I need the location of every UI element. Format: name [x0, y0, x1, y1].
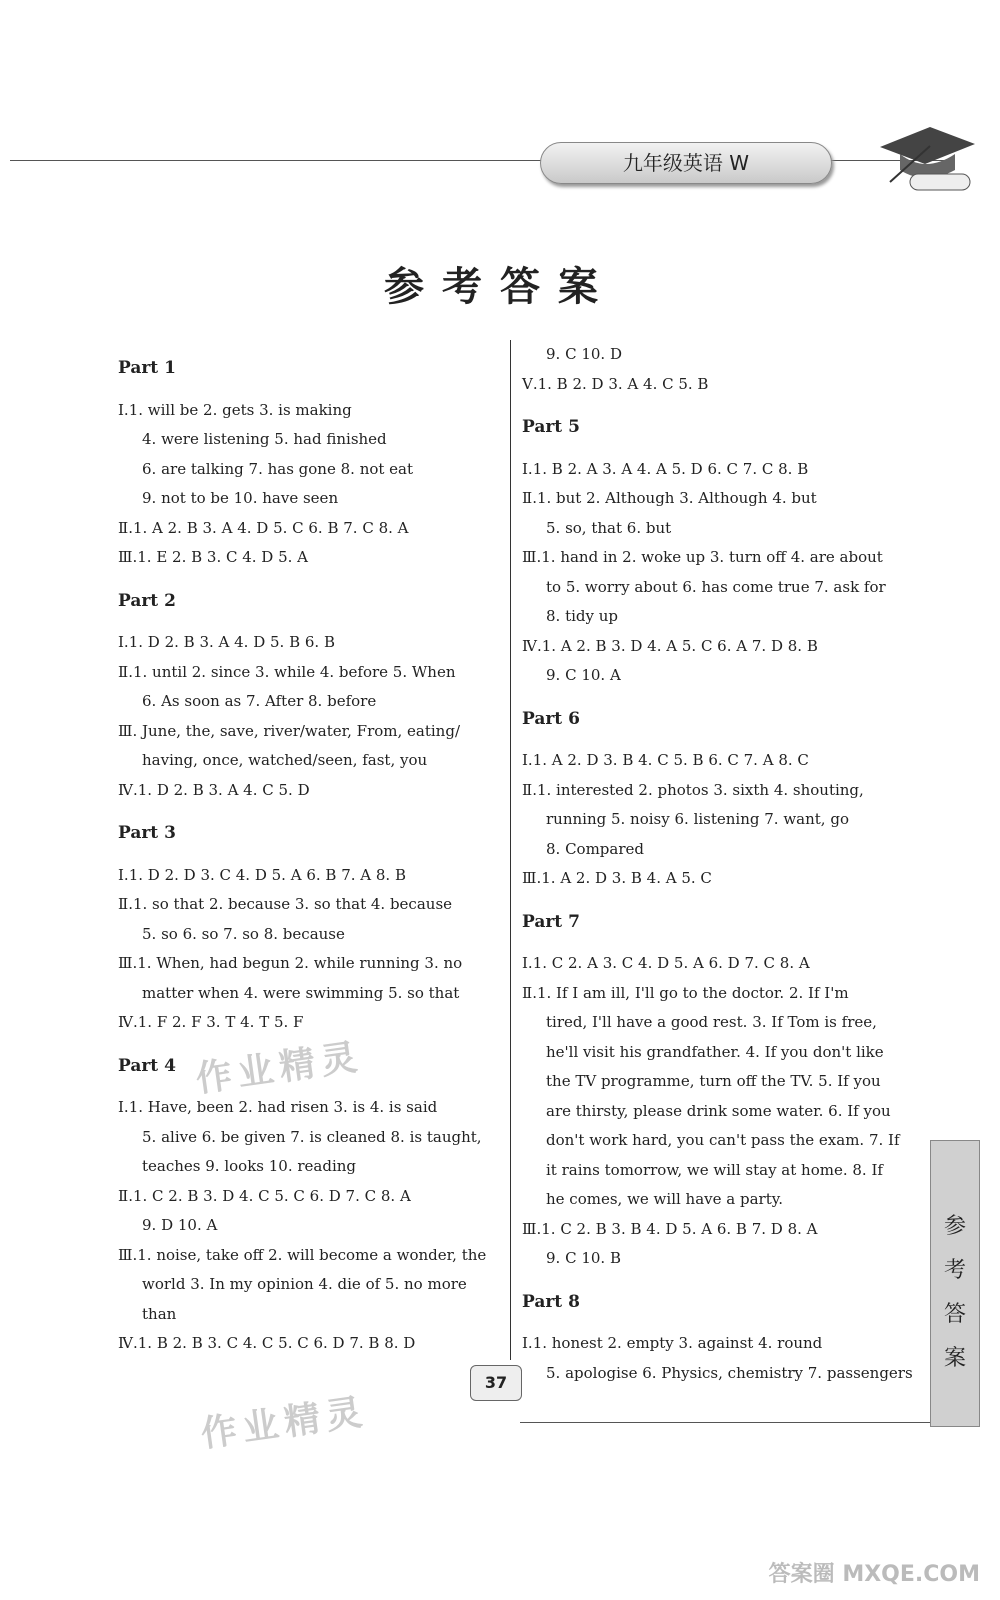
answer-line: Ⅳ.1. A 2. B 3. D 4. A 5. C 6. A 7. D 8. B — [522, 636, 818, 655]
answer-line: Ⅲ.1. A 2. D 3. B 4. A 5. C — [522, 869, 712, 887]
answer-line: Ⅲ. June, the, save, river/water, From, eating/ — [118, 721, 460, 740]
answer-line: Ⅰ.1. B 2. A 3. A 4. A 5. D 6. C 7. C 8. B — [522, 459, 809, 478]
right-column — [522, 340, 913, 1388]
answer-line: having, once, watched/seen, fast, you — [142, 751, 428, 769]
answer-line: Ⅱ.1. interested 2. photos 3. sixth 4. shouting, — [522, 780, 864, 799]
side-tab-label: 参考答案 — [943, 1214, 966, 1371]
part-heading: Part 6 — [522, 708, 580, 729]
answer-line: teaches 9. looks 10. reading — [142, 1157, 357, 1175]
answer-line: are thirsty, please drink some water. 6. If you — [546, 1101, 891, 1120]
graduation-cap-icon — [870, 112, 980, 212]
answer-line: Ⅳ.1. D 2. B 3. A 4. C 5. D — [118, 780, 310, 799]
answer-line: 5. alive 6. be given 7. is cleaned 8. is taught, — [142, 1127, 482, 1146]
corner-watermark: 答案圈 MXQE.COM — [768, 1562, 980, 1587]
answer-line: Ⅲ.1. C 2. B 3. B 4. D 5. A 6. B 7. D 8. A — [522, 1219, 818, 1238]
watermark: 作业精灵 — [193, 1036, 366, 1101]
answer-line: Ⅰ.1. honest 2. empty 3. against 4. round — [522, 1334, 823, 1352]
answer-line: 9. C 10. D — [546, 345, 622, 363]
answer-line: 9. D 10. A — [142, 1216, 218, 1234]
page-title: 参考答案 — [384, 264, 616, 310]
answer-line: Ⅲ.1. noise, take off 2. will become a wonder, the — [118, 1245, 487, 1264]
answer-line: than — [142, 1304, 177, 1323]
answer-line: 9. C 10. A — [546, 666, 621, 684]
answer-line: Ⅰ.1. D 2. B 3. A 4. D 5. B 6. B — [118, 633, 335, 651]
footer-rule — [520, 1422, 930, 1423]
answer-line: Ⅱ.1. C 2. B 3. D 4. C 5. C 6. D 7. C 8. A — [118, 1186, 411, 1205]
answer-line: tired, I'll have a good rest. 3. If Tom is free, — [546, 1013, 877, 1031]
answer-line: Ⅳ.1. F 2. F 3. T 4. T 5. F — [118, 1013, 304, 1031]
part-heading: Part 5 — [522, 417, 580, 437]
part-heading: Part 4 — [118, 1055, 176, 1076]
answer-line: 9. C 10. B — [546, 1249, 621, 1267]
answer-line: 6. As soon as 7. After 8. before — [142, 692, 377, 710]
column-divider — [510, 340, 511, 1360]
answer-line: Ⅲ.1. When, had begun 2. while running 3. no — [118, 954, 463, 972]
part-heading: Part 3 — [118, 823, 176, 843]
watermark: 作业精灵 — [198, 1391, 371, 1456]
answer-line: Ⅰ.1. will be 2. gets 3. is making — [118, 400, 352, 419]
answer-line: don't work hard, you can't pass the exam. 7. If — [546, 1131, 900, 1149]
part-heading: Part 2 — [118, 590, 176, 611]
left-column — [118, 340, 503, 1359]
answer-line: world 3. In my opinion 4. die of 5. no more — [142, 1275, 467, 1293]
answer-line: Ⅱ.1. so that 2. because 3. so that 4. because — [118, 895, 453, 913]
answer-line: Ⅰ.1. A 2. D 3. B 4. C 5. B 6. C 7. A 8. C — [522, 751, 809, 769]
answer-line: Ⅱ.1. If I am ill, I'll go to the doctor. 2. If I'm — [522, 983, 849, 1002]
header-label: 九年级英语 W — [540, 142, 832, 184]
answer-line: 8. Compared — [546, 839, 645, 858]
answer-line: 8. tidy up — [546, 607, 619, 625]
answer-line: Ⅴ.1. B 2. D 3. A 4. C 5. B — [522, 374, 709, 393]
answer-line: it rains tomorrow, we will stay at home. 8. If — [546, 1160, 883, 1179]
answer-line: he'll visit his grandfather. 4. If you don't like — [546, 1042, 884, 1061]
answer-line: Ⅳ.1. B 2. B 3. C 4. C 5. C 6. D 7. B 8. D — [118, 1334, 416, 1352]
part-heading: Part 8 — [522, 1291, 580, 1312]
answer-line: Ⅰ.1. D 2. D 3. C 4. D 5. A 6. B 7. A 8. B — [118, 865, 406, 884]
answer-line: matter when 4. were swimming 5. so that — [142, 983, 460, 1002]
answer-line: Ⅱ.1. until 2. since 3. while 4. before 5. When — [118, 662, 456, 681]
answer-line: the TV programme, turn off the TV. 5. If you — [546, 1072, 881, 1090]
answer-line: Ⅰ.1. Have, been 2. had risen 3. is 4. is said — [118, 1098, 438, 1116]
answer-line: 5. so, that 6. but — [546, 518, 672, 537]
page-number: 37 — [470, 1365, 522, 1401]
part-heading: Part 1 — [118, 358, 176, 378]
answer-line: running 5. noisy 6. listening 7. want, go — [546, 810, 849, 828]
answer-line: Ⅱ.1. but 2. Although 3. Although 4. but — [522, 489, 817, 507]
answer-line: 5. so 6. so 7. so 8. because — [142, 924, 345, 943]
answer-line: Ⅱ.1. A 2. B 3. A 4. D 5. C 6. B 7. C 8. A — [118, 518, 409, 537]
answer-line: 4. were listening 5. had finished — [142, 430, 387, 448]
answer-line: to 5. worry about 6. has come true 7. ask for — [546, 577, 886, 596]
answer-line: 6. are talking 7. has gone 8. not eat — [142, 459, 414, 478]
part-heading: Part 7 — [522, 911, 580, 932]
answer-line: 5. apologise 6. Physics, chemistry 7. passengers — [546, 1363, 913, 1382]
answer-line: Ⅰ.1. C 2. A 3. C 4. D 5. A 6. D 7. C 8. A — [522, 954, 810, 972]
answer-line: Ⅲ.1. E 2. B 3. C 4. D 5. A — [118, 548, 309, 566]
answer-line: Ⅲ.1. hand in 2. woke up 3. turn off 4. are about — [522, 548, 883, 566]
answer-line: 9. not to be 10. have seen — [142, 489, 339, 507]
answer-line: he comes, we will have a party. — [546, 1190, 783, 1208]
